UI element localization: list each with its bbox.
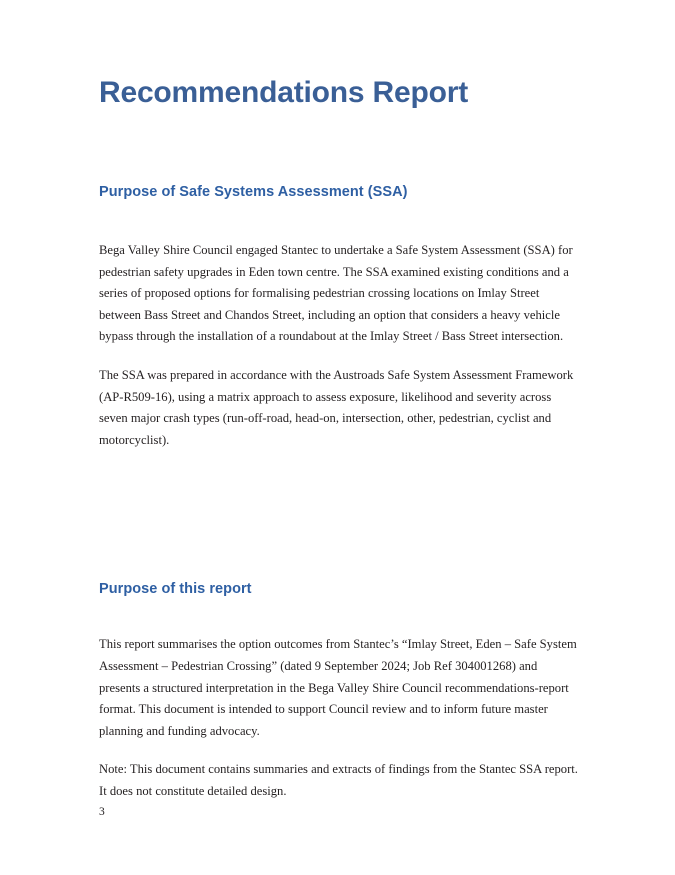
section-body-purpose-of-report <box>99 634 579 802</box>
section-purpose-of-report <box>99 579 579 802</box>
section-spacer <box>99 451 579 579</box>
paragraph: This report summarises the option outcomes from Stantec’s “Imlay Street, Eden – Safe System Assessment – Pedestrian Crossing” (dated 9 September 2024; Job Ref 304001268) and presents a structured interpretation in the Bega Valley Shire Council recommendations-report format. This document is intended to support Council review and to inform future master planning and funding advocacy. <box>99 637 577 738</box>
page-number: 3 <box>99 806 105 818</box>
page-title: Recommendations Report <box>99 76 468 109</box>
section-purpose-of-ssa <box>99 182 579 451</box>
paragraph: The SSA was prepared in accordance with the Austroads Safe System Assessment Framework (AP-R509-16), using a matrix approach to assess exposure, likelihood and severity across seven major crash types (run-off-road, head-on, intersection, other, pedestrian, cyclist and motorcyclist). <box>99 367 574 447</box>
section-body-purpose-of-ssa <box>99 240 579 451</box>
section-heading-purpose-of-report: Purpose of this report <box>99 581 252 598</box>
section-heading-purpose-of-ssa: Purpose of Safe Systems Assessment (SSA) <box>99 184 408 200</box>
paragraph: Note: This document contains summaries and extracts of findings from the Stantec SSA report. It does not constitute detailed design. <box>99 762 578 798</box>
document-content <box>99 182 579 803</box>
paragraph: Bega Valley Shire Council engaged Stantec to undertake a Safe System Assessment (SSA) for pedestrian safety upgrades in Eden town centre. The SSA examined existing conditions and a series of proposed options for formalising pedestrian crossing locations on Imlay Street between Bass Street and Chandos Street, including an option that considers a heavy vehicle bypass through the installation of a roundabout at the Imlay Street / Bass Street intersection. <box>99 243 573 344</box>
